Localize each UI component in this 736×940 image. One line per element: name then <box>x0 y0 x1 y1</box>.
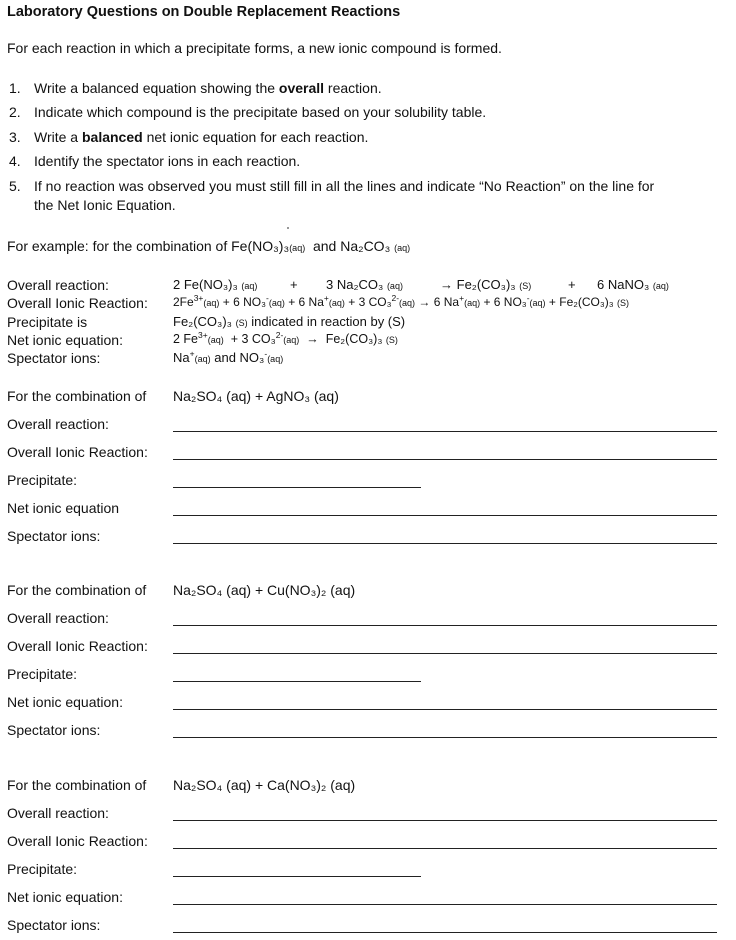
net-ionic-answer-line[interactable] <box>173 515 717 516</box>
example-overall-label: Overall reaction: <box>7 277 109 293</box>
overall-label: Overall reaction: <box>7 805 109 821</box>
example-net-equation: 2 $Fe^{3+}(aq) + 3$ CO₃$^{2-}$(aq) → Fe₂(CO₃)₃ (S) <box>173 329 398 346</box>
ionic-label: Overall Ionic Reaction: <box>7 638 148 654</box>
spectator-label: Spectator ions: <box>7 528 101 544</box>
section-prefix: For the combination of <box>7 388 147 404</box>
example-ionic-equation: $2Fe^{3+}(aq) + 6$ NO₃-(aq) + 6 Na+(aq) + 3 CO₃$^{2-}$(aq) → 6 Na+(aq) + 6 NO₃-(aq) + Fe₂(CO₃)₃ (S) <box>173 293 630 309</box>
section-prefix: For the combination of <box>7 582 147 598</box>
list-item: 4. Identify the spectator ions in each reaction. <box>9 153 301 169</box>
precipitate-label: Precipitate: <box>7 666 78 682</box>
net-ionic-label: Net ionic equation: <box>7 889 123 905</box>
example-precipitate: Fe₂(CO₃)₃ (S) indicated in reaction by (S) <box>173 314 406 329</box>
ionic-answer-line[interactable] <box>173 848 717 849</box>
example-intro: For example: for the combination of Fe(NO₃)₃(aq) and Na₂CO₃ (aq) <box>7 238 411 254</box>
precipitate-answer-line[interactable] <box>173 681 421 682</box>
precipitate-label: Precipitate: <box>7 861 78 877</box>
list-item: 2. Indicate which compound is the precipitate based on your solubility table. <box>9 104 487 120</box>
spectator-label: Spectator ions: <box>7 722 101 738</box>
example-ionic-label: Overall Ionic Reaction: <box>7 295 148 311</box>
overall-label: Overall reaction: <box>7 610 109 626</box>
net-ionic-answer-line[interactable] <box>173 904 717 905</box>
section-combination: Na₂SO₄ (aq) + AgNO₃ (aq) <box>173 388 339 404</box>
overall-answer-line[interactable] <box>173 820 717 821</box>
page-title: Laboratory Questions on Double Replacement Reactions <box>7 4 401 20</box>
section-prefix: For the combination of <box>7 777 147 793</box>
overall-answer-line[interactable] <box>173 431 717 432</box>
net-ionic-label: Net ionic equation: <box>7 694 123 710</box>
precipitate-label: Precipitate: <box>7 472 78 488</box>
precipitate-answer-line[interactable] <box>173 487 421 488</box>
example-precip-label: Precipitate is <box>7 314 88 330</box>
overall-label: Overall reaction: <box>7 416 109 432</box>
example-spect-label: Spectator ions: <box>7 350 101 366</box>
intro-text: For each reaction in which a precipitate forms, a new ionic compound is formed. <box>7 40 502 56</box>
scan-speck <box>287 227 289 229</box>
ionic-answer-line[interactable] <box>173 653 717 654</box>
spectator-answer-line[interactable] <box>173 543 717 544</box>
net-ionic-answer-line[interactable] <box>173 709 717 710</box>
ionic-answer-line[interactable] <box>173 459 717 460</box>
overall-answer-line[interactable] <box>173 625 717 626</box>
list-item-continuation: the Net Ionic Equation. <box>34 197 176 213</box>
example-net-label: Net ionic equation: <box>7 332 123 348</box>
net-ionic-label: Net ionic equation <box>7 500 120 516</box>
precipitate-answer-line[interactable] <box>173 876 421 877</box>
ionic-label: Overall Ionic Reaction: <box>7 444 148 460</box>
example-spectators: Na+(aq) and NO₃-(aq) <box>173 348 284 365</box>
list-item: 5. If no reaction was observed you must still fill in all the lines and indicate “No Reaction” on the line for <box>9 178 655 194</box>
spectator-answer-line[interactable] <box>173 737 717 738</box>
list-item: 1. Write a balanced equation showing the overall reaction. <box>9 80 382 96</box>
spectator-answer-line[interactable] <box>173 932 717 933</box>
list-item: 3. Write a balanced net ionic equation for each reaction. <box>9 129 369 145</box>
section-combination: Na₂SO₄ (aq) + Ca(NO₃)₂ (aq) <box>173 777 356 793</box>
spectator-label: Spectator ions: <box>7 917 101 933</box>
section-combination: Na₂SO₄ (aq) + Cu(NO₃)₂ (aq) <box>173 582 356 598</box>
ionic-label: Overall Ionic Reaction: <box>7 833 148 849</box>
